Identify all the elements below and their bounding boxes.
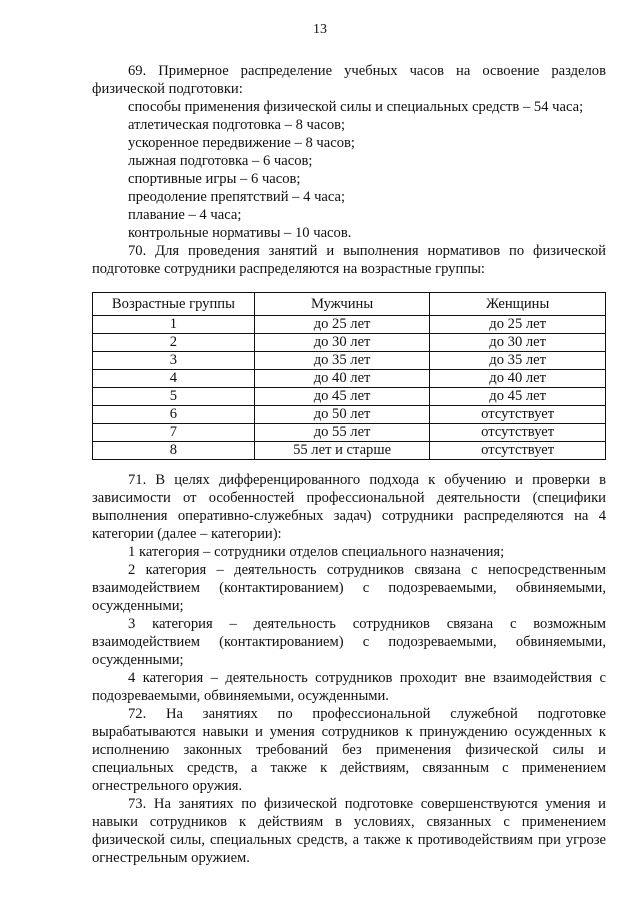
paragraph-69-intro: 69. Примерное распределение учебных часов на освоение разделов физической подготовки:	[92, 63, 606, 97]
age-groups-table	[92, 292, 606, 460]
cell-group: 8	[93, 442, 255, 460]
cell-women: до 35 лет	[430, 352, 606, 370]
cell-men: до 50 лет	[254, 406, 430, 424]
paragraph-73: 73. На занятиях по физической подготовке совершенствуются умения и навыки сотрудников к действиям в условиях, связанных с применением физической силы, специальных средств, а также к противодействиям при угрозе огнестрельным оружием.	[92, 796, 606, 866]
cell-group: 2	[93, 334, 255, 352]
document-body	[92, 62, 606, 867]
cell-group: 5	[93, 388, 255, 406]
table-row	[93, 406, 606, 424]
cell-men: до 30 лет	[254, 334, 430, 352]
cell-group: 7	[93, 424, 255, 442]
cell-men: до 40 лет	[254, 370, 430, 388]
table-row	[93, 352, 606, 370]
table-row	[93, 442, 606, 460]
category-item: 1 категория – сотрудники отделов специального назначения;	[128, 544, 505, 560]
cell-women: до 30 лет	[430, 334, 606, 352]
category-item: 3 категория – деятельность сотрудников связана с возможным взаимодействием (контактированием) с подозреваемыми, обвиняемыми, осужденными;	[92, 616, 606, 668]
hours-item: лыжная подготовка – 6 часов;	[128, 153, 313, 169]
paragraph-71-intro: 71. В целях дифференцированного подхода к обучению и проверки в зависимости от особенностей профессиональной деятельности (специфики выполнения оперативно-служебных задач) сотрудники распределяются на 4 категории (далее – категории):	[92, 472, 606, 542]
cell-men: до 25 лет	[254, 316, 430, 334]
cell-group: 1	[93, 316, 255, 334]
cell-women: до 40 лет	[430, 370, 606, 388]
cell-men: до 55 лет	[254, 424, 430, 442]
header-age-groups: Возрастные группы	[93, 293, 255, 316]
hours-item: ускоренное передвижение – 8 часов;	[128, 135, 355, 151]
cell-women: до 25 лет	[430, 316, 606, 334]
hours-item: спортивные игры – 6 часов;	[128, 171, 301, 187]
hours-item: атлетическая подготовка – 8 часов;	[128, 117, 346, 133]
table-row	[93, 424, 606, 442]
category-item: 2 категория – деятельность сотрудников связана с непосредственным взаимодействием (контактированием) с подозреваемыми, обвиняемыми, осужденными;	[92, 562, 606, 614]
paragraph-72: 72. На занятиях по профессиональной служебной подготовке вырабатываются навыки и умения сотрудников к принуждению осужденных к исполнению законных требований без применения физической силы и специальных средств, а также к действиям, связанным с применением огнестрельного оружия.	[92, 706, 606, 794]
page-number: 13	[313, 22, 327, 37]
cell-women: до 45 лет	[430, 388, 606, 406]
category-item: 4 категория – деятельность сотрудников проходит вне взаимодействия с подозреваемыми, обвиняемыми, осужденными.	[92, 670, 606, 704]
table-row	[93, 316, 606, 334]
table-row	[93, 388, 606, 406]
cell-women: отсутствует	[430, 406, 606, 424]
hours-item: плавание – 4 часа;	[128, 207, 242, 223]
cell-group: 4	[93, 370, 255, 388]
header-men: Мужчины	[254, 293, 430, 316]
header-women: Женщины	[430, 293, 606, 316]
cell-women: отсутствует	[430, 442, 606, 460]
cell-men: 55 лет и старше	[254, 442, 430, 460]
cell-women: отсутствует	[430, 424, 606, 442]
cell-men: до 35 лет	[254, 352, 430, 370]
cell-men: до 45 лет	[254, 388, 430, 406]
cell-group: 3	[93, 352, 255, 370]
paragraph-70: 70. Для проведения занятий и выполнения нормативов по физической подготовке сотрудники распределяются на возрастные группы:	[92, 243, 606, 277]
table-header-row	[93, 293, 606, 316]
hours-item: преодоление препятствий – 4 часа;	[128, 189, 346, 205]
table-row	[93, 334, 606, 352]
cell-group: 6	[93, 406, 255, 424]
hours-item: способы применения физической силы и специальных средств – 54 часа;	[128, 99, 584, 115]
hours-item: контрольные нормативы – 10 часов.	[128, 225, 352, 241]
table-row	[93, 370, 606, 388]
